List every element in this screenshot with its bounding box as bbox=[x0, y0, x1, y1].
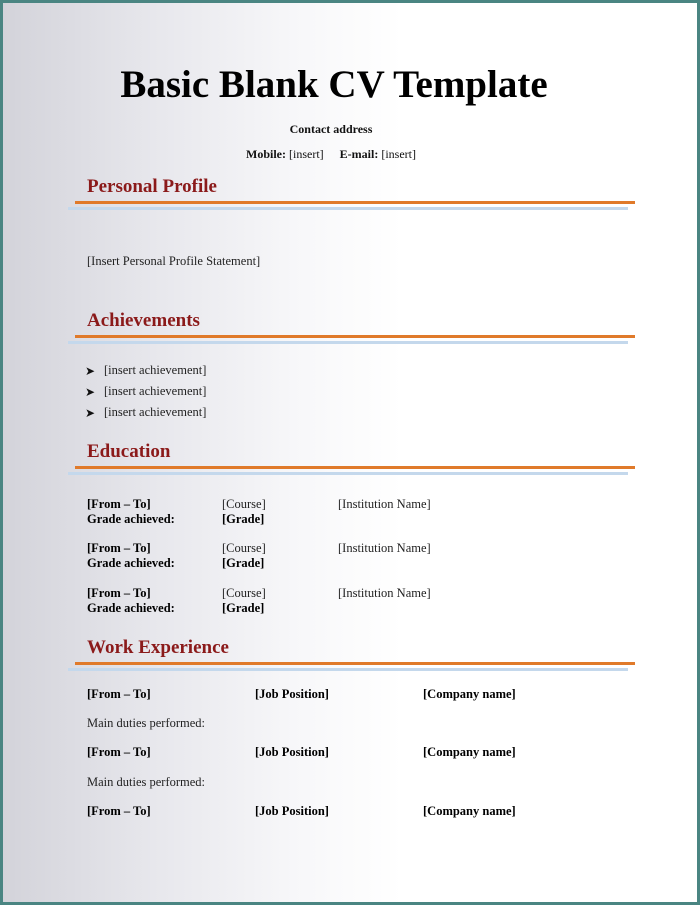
grade-label: Grade achieved: bbox=[87, 601, 175, 615]
section-heading-achievements: Achievements bbox=[87, 310, 200, 331]
grade-value: [Grade] bbox=[222, 556, 265, 570]
section-rule-shadow bbox=[68, 472, 628, 475]
work-dates: [From – To] bbox=[87, 804, 151, 818]
section-rule bbox=[75, 335, 635, 338]
work-position: [Job Position] bbox=[255, 804, 329, 818]
section-rule-shadow bbox=[68, 668, 628, 671]
work-company: [Company name] bbox=[423, 804, 516, 818]
education-institution: [Institution Name] bbox=[338, 497, 431, 511]
achievement-item: [insert achievement] bbox=[104, 384, 207, 398]
education-dates: [From – To] bbox=[87, 586, 151, 600]
section-rule bbox=[75, 466, 635, 469]
work-company: [Company name] bbox=[423, 687, 516, 701]
mobile-value: [insert] bbox=[289, 147, 324, 161]
section-rule bbox=[75, 201, 635, 204]
work-position: [Job Position] bbox=[255, 687, 329, 701]
arrow-bullet-icon: ➤ bbox=[85, 385, 96, 399]
work-position: [Job Position] bbox=[255, 745, 329, 759]
work-dates: [From – To] bbox=[87, 687, 151, 701]
arrow-bullet-icon: ➤ bbox=[85, 364, 96, 378]
education-institution: [Institution Name] bbox=[338, 586, 431, 600]
grade-label: Grade achieved: bbox=[87, 556, 175, 570]
grade-value: [Grade] bbox=[222, 601, 265, 615]
section-heading-personal-profile: Personal Profile bbox=[87, 176, 217, 197]
grade-label: Grade achieved: bbox=[87, 512, 175, 526]
work-dates: [From – To] bbox=[87, 745, 151, 759]
education-course: [Course] bbox=[222, 586, 266, 600]
education-course: [Course] bbox=[222, 541, 266, 555]
education-dates: [From – To] bbox=[87, 497, 151, 511]
achievement-item: [insert achievement] bbox=[104, 405, 207, 419]
contact-address: Contact address bbox=[289, 122, 373, 136]
education-course: [Course] bbox=[222, 497, 266, 511]
profile-statement: [Insert Personal Profile Statement] bbox=[87, 254, 261, 268]
email-value: [insert] bbox=[381, 147, 416, 161]
grade-value: [Grade] bbox=[222, 512, 265, 526]
section-heading-work-experience: Work Experience bbox=[87, 637, 229, 658]
section-rule-shadow bbox=[68, 207, 628, 210]
contact-details bbox=[0, 147, 662, 162]
education-institution: [Institution Name] bbox=[338, 541, 431, 555]
education-dates: [From – To] bbox=[87, 541, 151, 555]
mobile-label: Mobile: bbox=[246, 147, 286, 161]
achievement-item: [insert achievement] bbox=[104, 363, 207, 377]
page-title: Basic Blank CV Template bbox=[120, 63, 548, 106]
section-heading-education: Education bbox=[87, 441, 171, 462]
work-company: [Company name] bbox=[423, 745, 516, 759]
arrow-bullet-icon: ➤ bbox=[85, 406, 96, 420]
work-duties: Main duties performed: bbox=[87, 775, 206, 789]
section-rule-shadow bbox=[68, 341, 628, 344]
work-duties: Main duties performed: bbox=[87, 716, 206, 730]
section-rule bbox=[75, 662, 635, 665]
email-label: E-mail: bbox=[339, 147, 379, 161]
